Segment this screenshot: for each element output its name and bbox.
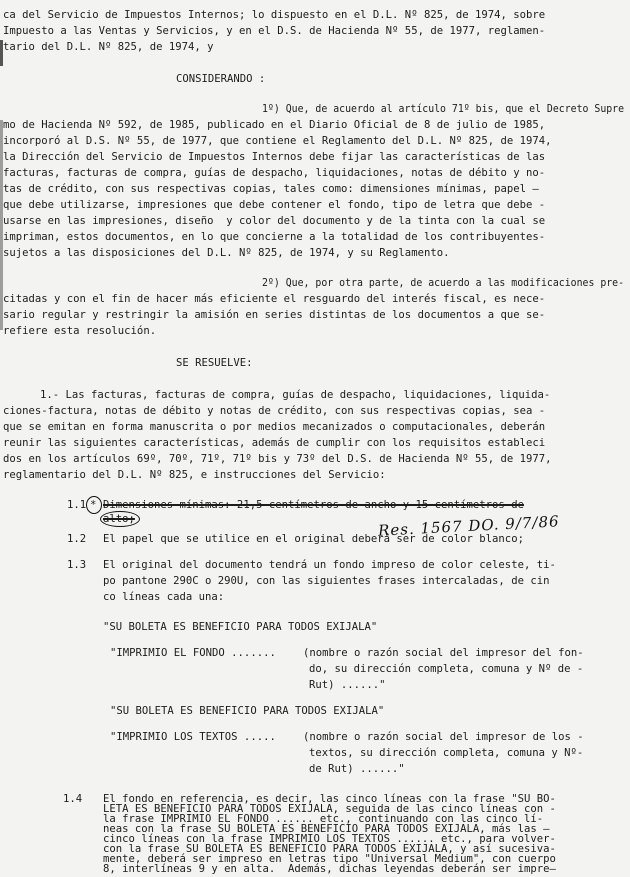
item-1-4-number: 1.4 xyxy=(63,793,83,805)
item-1-4-line: con la frase SU BOLETA ES BENEFICIO PARA TODOS EXIJALA, y así sucesiva- xyxy=(103,843,556,855)
phrase-su-boleta: "SU BOLETA ES BENEFICIO PARA TODOS EXIJALA" xyxy=(103,621,378,633)
item-1-4-line: mente, deberá ser impreso en letras tipo "Universal Medium", con cuerpo xyxy=(103,853,556,865)
item-1-4-line: cinco líneas con la frase IMPRIMIO LOS TEXTOS ...... etc., para volver- xyxy=(103,833,556,845)
item-1-line: reunir las siguientes características, además de cumplir con los requisitos estableci xyxy=(3,437,546,449)
item-1-4-line: El fondo en referencia, es decir, las cinco líneas con la frase "SU BO- xyxy=(103,793,556,805)
phrase-imprimio-textos: "IMPRIMIO LOS TEXTOS ..... xyxy=(110,731,276,743)
item-1-4-line: la frase IMPRIMIO EL FONDO ...... etc., continuando con las cinco lí- xyxy=(103,813,544,825)
phrase-imprimio-fondo-detail: Rut) ......" xyxy=(309,679,386,691)
phrase-imprimio-fondo-detail: (nombre o razón social del impresor del fon- xyxy=(303,647,584,659)
item-1-line: 1.- Las facturas, facturas de compra, guías de despacho, liquidaciones, liquida- xyxy=(40,389,551,401)
phrase-imprimio-fondo: "IMPRIMIO EL FONDO ....... xyxy=(110,647,276,659)
item-1-3-line: El original del documento tendrá un fondo impreso de color celeste, ti- xyxy=(103,559,556,571)
item-1-4-line: 8, interlíneas 9 y en alta. Además, dichas leyendas deberán ser impre— xyxy=(103,863,556,875)
considerando-2-line: 2º) Que, por otra parte, de acuerdo a las modificaciones pre- xyxy=(262,277,625,289)
considerando-1-line: que debe utilizarse, impresiones que debe contener el fondo, tipo de letra que debe - xyxy=(3,199,546,211)
phrase-imprimio-textos-detail: (nombre o razón social del impresor de los - xyxy=(303,731,584,743)
item-1-3-number: 1.3 xyxy=(67,559,87,571)
considerando-1-line: usarse en las impresiones, diseño y color del documento y de la tinta con la cual se xyxy=(3,215,546,227)
phrase-su-boleta: "SU BOLETA ES BENEFICIO PARA TODOS EXIJALA" xyxy=(110,705,385,717)
considerando-1-line: tas de crédito, con sus respectivas copias, tales como: dimensiones mínimas, papel — xyxy=(3,183,539,195)
resuelve-heading: SE RESUELVE: xyxy=(176,357,253,369)
item-1-3-line: co líneas cada una: xyxy=(103,591,225,603)
preamble-line: Impuesto a las Ventas y Servicios, y en el D.S. de Hacienda Nº 55, de 1977, reglamen- xyxy=(3,25,546,37)
item-1-line: dos en los artículos 69º, 70º, 71º, 71º bis y 73º del D.S. de Hacienda Nº 55, de 1977, xyxy=(3,453,552,465)
item-1-1-struck-line: alto; xyxy=(103,513,135,525)
considerando-heading: CONSIDERANDO : xyxy=(176,73,266,85)
considerando-2-line: citadas y con el fin de hacer más eficiente el resguardo del interés fiscal, es nece- xyxy=(3,293,546,305)
item-1-line: reglamentario del D.L. Nº 825, e instrucciones del Servicio: xyxy=(3,469,386,481)
item-1-1-number: 1.1 xyxy=(67,499,87,511)
considerando-1-line: facturas, facturas de compra, guías de despacho, liquidaciones, notas de débito y no- xyxy=(3,167,546,179)
considerando-1-line: sujetos a las disposiciones del D.L. Nº 825, de 1974, y su Reglamento. xyxy=(3,247,450,259)
considerando-1-line: incorporó al D.S. Nº 55, de 1977, que contiene el Reglamento del D.L. Nº 825, de 1974, xyxy=(3,135,552,147)
item-1-4-line: neas con la frase SU BOLETA ES BENEFICIO PARA TODOS EXIJALA, más las — xyxy=(103,823,550,835)
considerando-2-line: refiere esta resolución. xyxy=(3,325,157,337)
item-1-2-number: 1.2 xyxy=(67,533,87,545)
item-1-1-asterisk: * xyxy=(90,499,97,511)
phrase-imprimio-textos-detail: textos, su dirección completa, comuna y Nº- xyxy=(309,747,584,759)
phrase-imprimio-textos-detail: de Rut) ......" xyxy=(309,763,405,775)
considerando-1-line: la Dirección del Servicio de Impuestos Internos debe fijar las características de las xyxy=(3,151,546,163)
item-1-line: ciones-factura, notas de débito y notas de crédito, con sus respectivas copias, sea - xyxy=(3,405,546,417)
preamble-line: ca del Servicio de Impuestos Internos; lo dispuesto en el D.L. Nº 825, de 1974, sobre xyxy=(3,9,546,21)
item-1-3-line: po pantone 290C o 290U, con las siguientes frases intercaladas, de cin xyxy=(103,575,550,587)
considerando-1-line: impriman, estos documentos, en lo que concierne a la totalidad de los contribuyentes- xyxy=(3,231,546,243)
item-1-2-text: El papel que se utilice en el original deberá ser de color blanco; xyxy=(103,533,524,545)
considerando-1-line: mo de Hacienda Nº 592, de 1985, publicado en el Diario Oficial de 8 de julio de 1985, xyxy=(3,119,546,131)
considerando-2-line: sario regular y restringir la amisión en series distintas de los documentos a que se- xyxy=(3,309,546,321)
considerando-1-line: 1º) Que, de acuerdo al artículo 71º bis, que el Decreto Supre xyxy=(262,103,625,115)
item-1-line: que se emitan en forma manuscrita o por medios mecanizados o computacionales, deberán xyxy=(3,421,546,433)
handwritten-note: Res. 1567 DO. 9/7/86 xyxy=(377,512,560,540)
item-1-1-struck-line: Dimensiones mínimas: 21,5 centímetros de ancho y 15 centímetros de xyxy=(103,499,524,511)
preamble-line: tario del D.L. Nº 825, de 1974, y xyxy=(3,41,214,53)
item-1-4-line: LETA ES BENEFICIO PARA TODOS EXIJALA, seguida de las cinco líneas con - xyxy=(103,803,556,815)
phrase-imprimio-fondo-detail: do, su dirección completa, comuna y Nº de - xyxy=(309,663,584,675)
